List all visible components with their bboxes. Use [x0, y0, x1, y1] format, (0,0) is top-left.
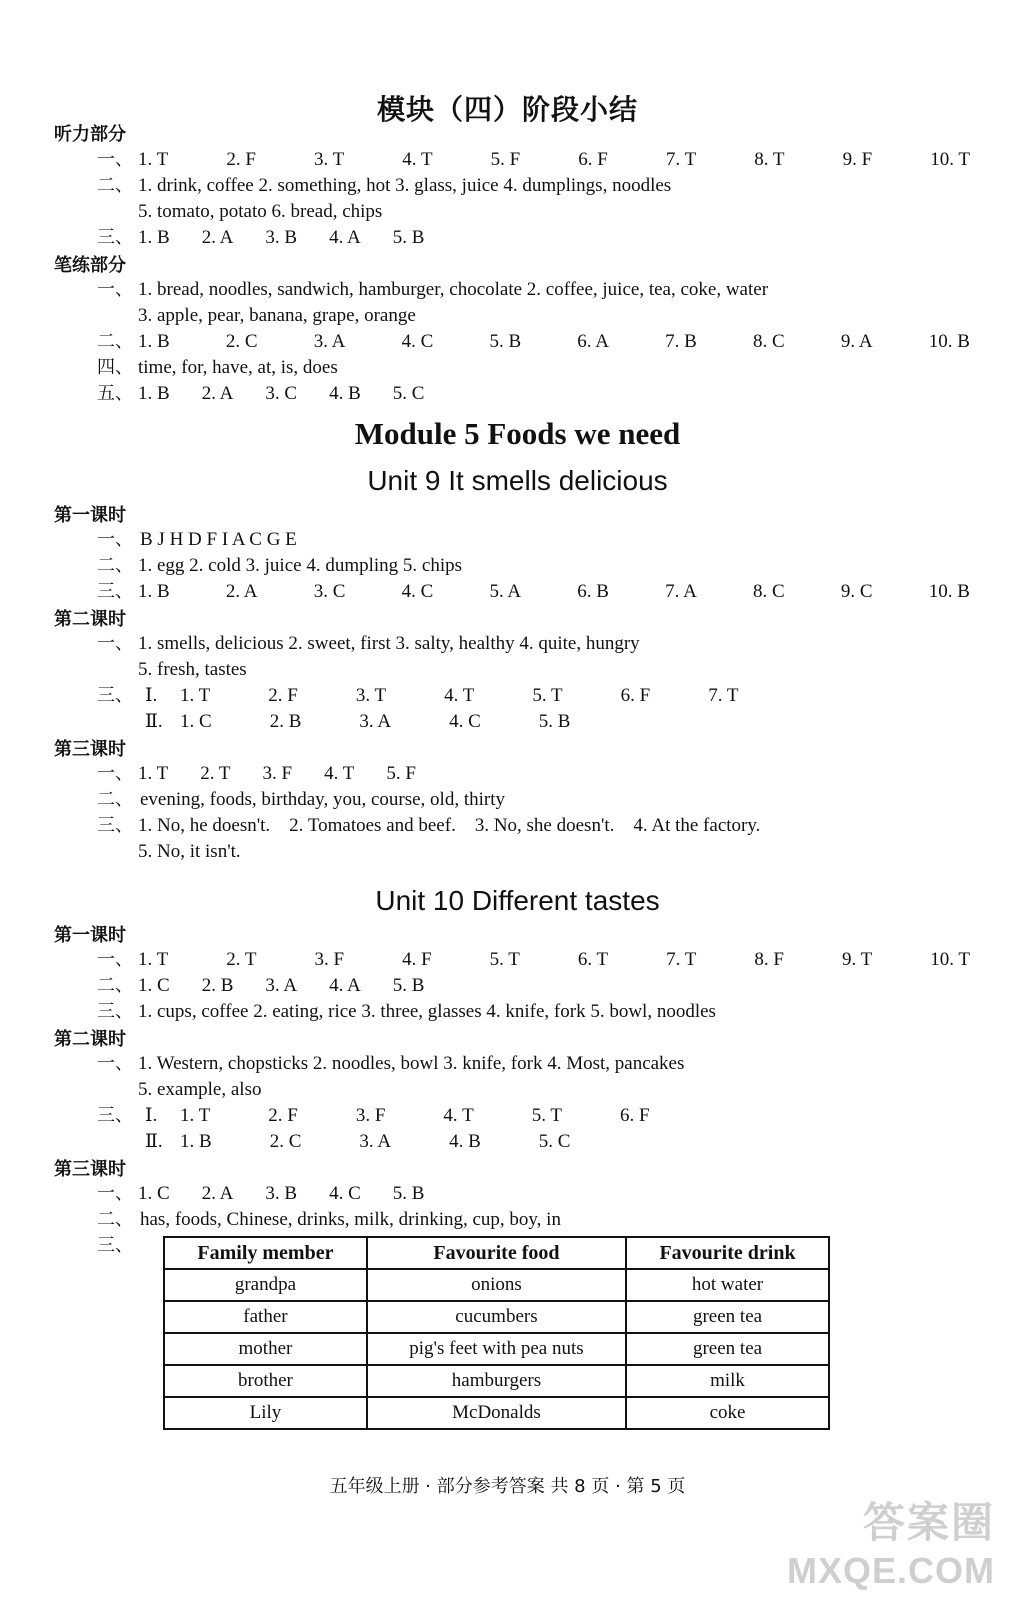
answer-item: 1. B: [138, 331, 170, 352]
answer-line: 1. drink, coffee 2. something, hot 3. glass, juice 4. dumplings, noodles: [138, 175, 672, 196]
column-header: Favourite drink: [626, 1237, 829, 1269]
answer-item: 4. T: [443, 1105, 474, 1126]
answer-item: 5. T: [489, 949, 520, 970]
answer-item: 4. T: [324, 763, 355, 784]
answer-item: 5. T: [532, 685, 563, 706]
answer-item: 9. T: [841, 949, 873, 970]
q-prefix: 二、: [97, 555, 133, 576]
answer-row: [138, 1181, 970, 1207]
answer-item: 7. T: [665, 149, 697, 170]
answer-row: [180, 683, 970, 709]
lesson-label: 第二课时: [54, 609, 126, 630]
answer-item: 2. T: [226, 949, 257, 970]
answer-item: 5. F: [490, 149, 521, 170]
answer-item: 1. T: [138, 949, 169, 970]
answer-item: 8. C: [753, 581, 785, 602]
answer-row: [138, 147, 970, 173]
roman-numeral: Ⅱ.: [145, 1131, 163, 1152]
answer-item: 6. B: [577, 581, 609, 602]
answer-row: [138, 761, 970, 787]
answer-item: 5. A: [489, 581, 522, 602]
answer-item: 1. C: [180, 711, 212, 732]
answer-item: 2. F: [268, 685, 298, 706]
table-cell: father: [164, 1301, 367, 1333]
q-prefix: 一、: [97, 949, 133, 970]
answer-item: 5. F: [386, 763, 416, 784]
answer-item: 1. T: [180, 1105, 211, 1126]
table-cell: mother: [164, 1333, 367, 1365]
q-prefix: 一、: [97, 633, 133, 654]
table-cell: hot water: [626, 1269, 829, 1301]
table-cell: grandpa: [164, 1269, 367, 1301]
answer-line: 1. Western, chopsticks 2. noodles, bowl 3. knife, fork 4. Most, pancakes: [138, 1053, 685, 1074]
answer-line: B J H D F I A C G E: [140, 529, 297, 550]
answer-item: 3. T: [313, 149, 345, 170]
answer-item: 5. C: [392, 383, 425, 404]
page-footer: 五年级上册 · 部分参考答案 共 8 页 · 第 5 页: [329, 1476, 686, 1497]
answer-row: [138, 225, 970, 251]
q-prefix: 三、: [97, 815, 133, 836]
answer-item: 2. F: [268, 1105, 298, 1126]
answer-item: 5. B: [538, 711, 571, 732]
table-cell: green tea: [626, 1301, 829, 1333]
answer-row: [138, 973, 970, 999]
answer-item: 1. T: [138, 763, 169, 784]
answer-item: 2. B: [269, 711, 302, 732]
roman-numeral: Ⅱ.: [145, 711, 163, 732]
listening-section-label: 听力部分: [54, 124, 126, 145]
q-prefix: 一、: [97, 279, 133, 300]
answer-line: has, foods, Chinese, drinks, milk, drinking, cup, boy, in: [140, 1209, 561, 1230]
answer-line: 1. cups, coffee 2. eating, rice 3. three, glasses 4. knife, fork 5. bowl, noodles: [138, 1001, 716, 1022]
watermark-url: MXQE.COM: [786, 1550, 995, 1591]
watermark-logo-text: 答案圈: [862, 1498, 995, 1547]
table-cell: hamburgers: [367, 1365, 626, 1397]
q-prefix: 一、: [97, 763, 133, 784]
answer-item: 7. T: [708, 685, 739, 706]
answer-item: 10. T: [930, 149, 970, 170]
answer-item: 4. F: [402, 949, 432, 970]
lesson-label: 第三课时: [54, 739, 126, 760]
answer-item: 3. A: [313, 331, 346, 352]
answer-item: 9. F: [842, 149, 873, 170]
answer-item: 2. A: [201, 227, 234, 248]
family-food-table: [163, 1236, 830, 1430]
table-row: [164, 1365, 829, 1397]
answer-item: 1. B: [180, 1131, 212, 1152]
answer-item: 3. C: [265, 383, 298, 404]
q-prefix: 一、: [97, 149, 133, 170]
answer-line: 5. tomato, potato 6. bread, chips: [138, 201, 383, 222]
answer-item: 5. B: [392, 975, 425, 996]
answer-item: 6. F: [619, 1105, 650, 1126]
table-cell: onions: [367, 1269, 626, 1301]
answer-item: 10. B: [928, 581, 970, 602]
answer-item: 4. C: [329, 1183, 361, 1204]
column-header: Favourite food: [367, 1237, 626, 1269]
answer-item: 5. B: [489, 331, 522, 352]
answer-item: 4. T: [402, 149, 433, 170]
q-prefix: 三、: [97, 227, 133, 248]
q-prefix: 二、: [97, 1209, 133, 1230]
q-prefix: 四、: [97, 357, 133, 378]
answer-line: 1. egg 2. cold 3. juice 4. dumpling 5. chips: [138, 555, 463, 576]
answer-item: 7. B: [665, 331, 697, 352]
answer-item: 3. T: [355, 685, 387, 706]
answer-item: 4. C: [449, 711, 481, 732]
answer-line: 5. fresh, tastes: [138, 659, 247, 680]
table-row: [164, 1397, 829, 1429]
answer-item: 4. B: [449, 1131, 481, 1152]
answer-row: [180, 1103, 970, 1129]
unit9-title: Unit 9 It smells delicious: [367, 465, 668, 496]
answer-line: 1. smells, delicious 2. sweet, first 3. salty, healthy 4. quite, hungry: [138, 633, 640, 654]
answer-item: 6. A: [577, 331, 609, 352]
answer-item: 5. B: [392, 1183, 425, 1204]
q-prefix: 二、: [97, 789, 133, 810]
q-prefix: 二、: [97, 175, 133, 196]
table-cell: green tea: [626, 1333, 829, 1365]
answer-row: [138, 381, 970, 407]
answer-item: 3. C: [313, 581, 346, 602]
q-prefix: 五、: [97, 383, 133, 404]
table-header-row: [164, 1237, 829, 1269]
answer-item: 1. C: [138, 975, 170, 996]
answer-item: 2. C: [269, 1131, 302, 1152]
answer-item: 1. T: [180, 685, 211, 706]
answer-row: [138, 947, 970, 973]
answer-item: 2. A: [225, 581, 258, 602]
answer-row: [138, 579, 970, 605]
answer-line: 5. No, it isn't.: [138, 841, 241, 862]
answer-item: 4. A: [329, 227, 361, 248]
table-cell: brother: [164, 1365, 367, 1397]
answer-item: 2. F: [226, 149, 256, 170]
answer-item: 3. F: [314, 949, 345, 970]
lesson-label: 第二课时: [54, 1029, 126, 1050]
answer-item: 3. A: [359, 1131, 392, 1152]
answer-item: 9. A: [840, 331, 873, 352]
answer-item: 1. C: [138, 1183, 170, 1204]
q-prefix: 三、: [97, 685, 133, 706]
answer-line: evening, foods, birthday, you, course, old, thirty: [140, 789, 505, 810]
q-prefix: 一、: [97, 1053, 133, 1074]
q-prefix: 一、: [97, 529, 133, 550]
answer-item: 9. C: [840, 581, 873, 602]
lesson-label: 第一课时: [54, 925, 126, 946]
answer-item: 10. B: [928, 331, 970, 352]
answer-item: 5. C: [538, 1131, 571, 1152]
q-prefix: 二、: [97, 331, 133, 352]
answer-item: 4. A: [329, 975, 361, 996]
answer-item: 4. B: [329, 383, 361, 404]
q-prefix: 三、: [97, 1235, 133, 1256]
answer-item: 2. A: [201, 1183, 234, 1204]
q-prefix: 三、: [97, 1001, 133, 1022]
roman-numeral: Ⅰ.: [145, 685, 158, 706]
answer-item: 2. T: [200, 763, 231, 784]
answer-item: 4. C: [401, 581, 434, 602]
table-row: [164, 1269, 829, 1301]
answer-item: 8. C: [753, 331, 785, 352]
table-cell: milk: [626, 1365, 829, 1397]
answer-item: 5. B: [392, 227, 425, 248]
lesson-label: 第一课时: [54, 505, 126, 526]
answer-item: 8. T: [754, 149, 785, 170]
answer-item: 6. F: [578, 149, 608, 170]
q-prefix: 三、: [97, 581, 133, 602]
roman-numeral: Ⅰ.: [145, 1105, 158, 1126]
table-cell: pig's feet with pea nuts: [367, 1333, 626, 1365]
table-row: [164, 1333, 829, 1365]
answer-row: [138, 329, 970, 355]
table-cell: coke: [626, 1397, 829, 1429]
answer-item: 2. B: [201, 975, 234, 996]
q-prefix: 三、: [97, 1105, 133, 1126]
answer-line: 1. bread, noodles, sandwich, hamburger, chocolate 2. coffee, juice, tea, coke, water: [138, 279, 769, 300]
answer-item: 7. A: [665, 581, 697, 602]
answer-item: 1. B: [138, 383, 170, 404]
table-cell: cucumbers: [367, 1301, 626, 1333]
answer-item: 4. C: [401, 331, 434, 352]
column-header: Family member: [164, 1237, 367, 1269]
answer-item: 5. T: [531, 1105, 562, 1126]
answer-item: 3. A: [359, 711, 392, 732]
answer-item: 7. T: [666, 949, 697, 970]
answer-item: 6. T: [577, 949, 609, 970]
table-cell: McDonalds: [367, 1397, 626, 1429]
answer-line: time, for, have, at, is, does: [138, 357, 338, 378]
answer-item: 1. T: [138, 149, 169, 170]
watermark: [787, 1490, 995, 1592]
answer-item: 1. B: [138, 227, 170, 248]
answer-item: 3. A: [265, 975, 298, 996]
answer-item: 4. T: [444, 685, 475, 706]
answer-item: 2. C: [225, 331, 258, 352]
answer-item: 3. B: [265, 1183, 298, 1204]
answer-row: [180, 1129, 970, 1155]
lesson-label: 第三课时: [54, 1159, 126, 1180]
answer-line: 3. apple, pear, banana, grape, orange: [138, 305, 416, 326]
answer-line: 5. example, also: [138, 1079, 262, 1100]
unit10-title: Unit 10 Different tastes: [375, 885, 660, 916]
answer-item: 6. F: [620, 685, 651, 706]
table-cell: Lily: [164, 1397, 367, 1429]
writing-section-label: 笔练部分: [54, 255, 126, 276]
answer-item: 10. T: [930, 949, 970, 970]
answer-item: 3. B: [265, 227, 298, 248]
q-prefix: 二、: [97, 975, 133, 996]
answer-item: 3. F: [262, 763, 293, 784]
answer-item: 8. F: [754, 949, 784, 970]
answer-item: 2. A: [201, 383, 234, 404]
answer-item: 3. F: [355, 1105, 386, 1126]
review-title: 模块（四）阶段小结: [376, 93, 638, 126]
q-prefix: 一、: [97, 1183, 133, 1204]
module-title: Module 5 Foods we need: [354, 416, 681, 451]
answer-line: 1. No, he doesn't. 2. Tomatoes and beef. 3. No, she doesn't. 4. At the factory.: [138, 815, 761, 836]
table-row: [164, 1301, 829, 1333]
answer-item: 1. B: [138, 581, 170, 602]
answer-row: [180, 709, 970, 735]
